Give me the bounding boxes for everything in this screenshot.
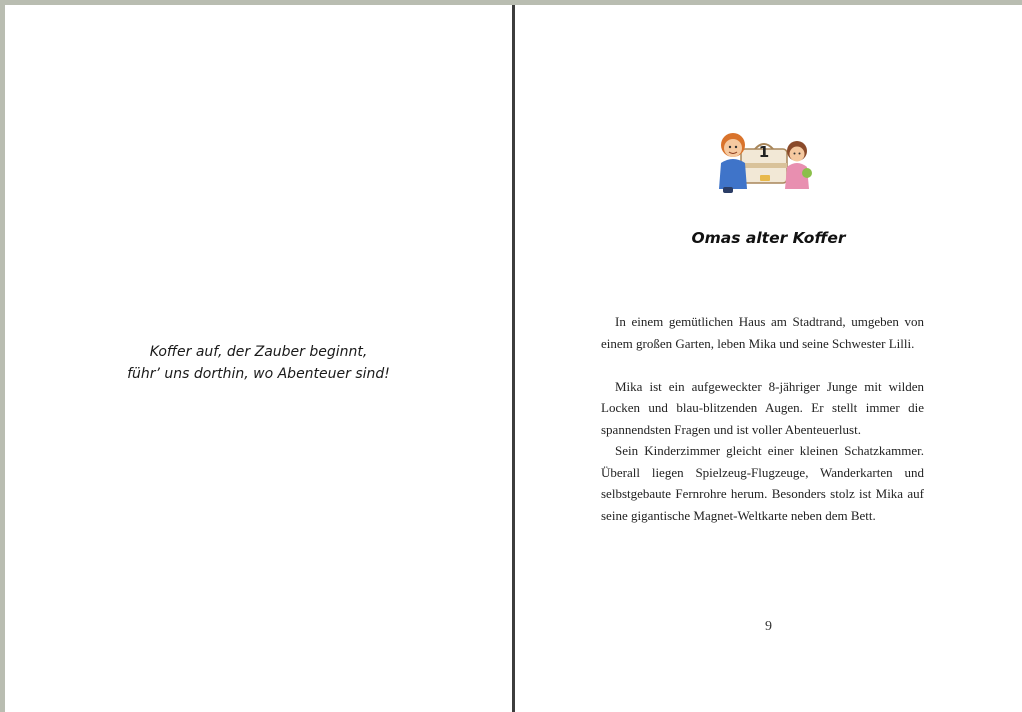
left-page bbox=[5, 5, 512, 712]
body-paragraph: In einem gemütlichen Haus am Stadtrand, umgeben von einem großen Garten, leben Mika und seine Schwester Lilli. bbox=[601, 314, 924, 351]
epigraph bbox=[5, 341, 512, 385]
chapter-title: Omas alter Koffer bbox=[691, 229, 846, 247]
body-paragraph: Sein Kinderzimmer gleicht einer kleinen Schatzkammer. Überall liegen Spielzeug-Flugzeuge, Wanderkarten und selbstgebaute Fernrohre herum. Besonders stolz ist Mika auf seine gigantische Magnet-Weltkarte neben dem Bett. bbox=[601, 443, 924, 523]
page-number: 9 bbox=[765, 619, 772, 634]
book-spread bbox=[5, 5, 1022, 712]
chapter-illustration bbox=[713, 123, 813, 197]
body-paragraph: Mika ist ein aufgeweckter 8-jähriger Junge mit wilden Locken und blau-blitzenden Augen. Er stellt immer die spannendsten Fragen und ist voller Abenteuerlust. bbox=[601, 378, 924, 437]
chapter-body bbox=[601, 311, 924, 526]
epigraph-line: Koffer auf, der Zauber beginnt, bbox=[149, 344, 368, 360]
epigraph-line: führ’ uns dorthin, wo Abenteuer sind! bbox=[127, 366, 390, 382]
right-page bbox=[515, 5, 1022, 712]
chapter-number: 1 bbox=[758, 143, 770, 161]
